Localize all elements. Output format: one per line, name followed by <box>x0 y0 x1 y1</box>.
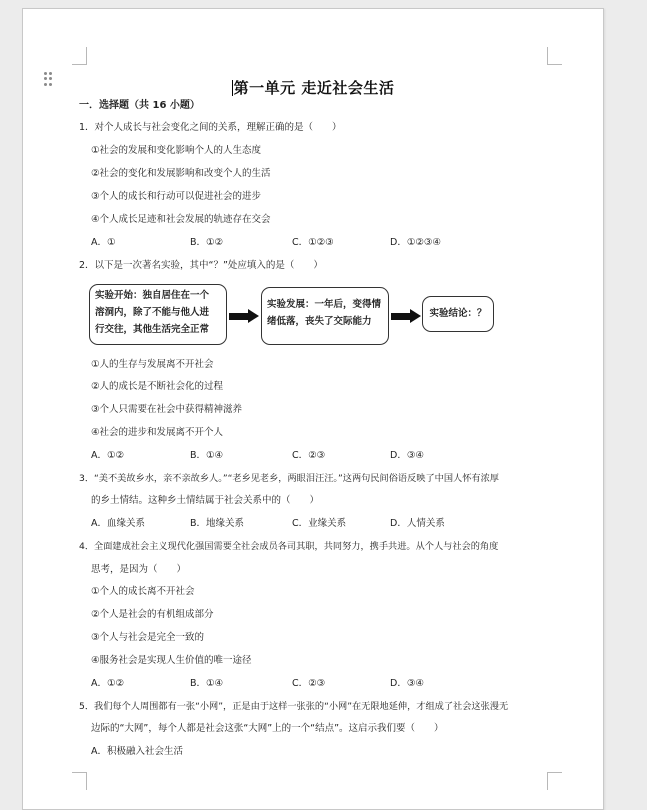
question-2-statement: ③个人只需要在社会中获得精神滋养 <box>91 404 243 415</box>
question-5-stem-continued: 边际的“大网”，每个人都是社会这张“大网”上的一个“结点”。这启示我们要（ ） <box>91 723 444 734</box>
option-a[interactable]: A．积极融入社会生活 <box>91 746 183 757</box>
question-5-stem: 5．我们每个人周围都有一张“小网”，正是由于这样一张张的“小网”在无限地延伸，才组成了社会这张漫无 <box>79 701 509 712</box>
option-c[interactable]: C．②③ <box>292 678 326 689</box>
question-1-statement: ①社会的发展和变化影响个人的人生态度 <box>91 145 262 156</box>
option-d[interactable]: D．③④ <box>390 678 424 689</box>
question-4-statement: ④服务社会是实现人生价值的唯一途径 <box>91 655 252 666</box>
question-2-statement: ②人的成长是不断社会化的过程 <box>91 381 224 392</box>
margin-corner-bottom-left <box>72 772 87 790</box>
question-3-stem: 3．“美不美故乡水，亲不亲故乡人。”“老乡见老乡，两眼泪汪汪。”这两句民间俗语反映了中国人怀有浓厚 <box>79 473 499 484</box>
question-2-statement: ④社会的进步和发展离不开个人 <box>91 427 224 438</box>
text-cursor <box>232 80 233 96</box>
question-2-statement: ①人的生存与发展离不开社会 <box>91 359 214 370</box>
option-b[interactable]: B．地缘关系 <box>190 518 245 529</box>
flowchart-box-development: 实验发展：一年后，变得情 绪低落，丧失了交际能力 <box>261 287 389 345</box>
question-1-stem: 1．对个人成长与社会变化之间的关系，理解正确的是（ ） <box>79 122 342 133</box>
option-b[interactable]: B．①④ <box>190 450 224 461</box>
question-1-statement: ③个人的成长和行动可以促进社会的进步 <box>91 191 262 202</box>
option-a[interactable]: A．血缘关系 <box>91 518 145 529</box>
margin-corner-top-right <box>547 47 562 65</box>
option-b[interactable]: B．①④ <box>190 678 224 689</box>
section-heading: 一．选择题（共 16 小题） <box>79 100 200 111</box>
question-4-stem: 4．全面建成社会主义现代化强国需要全社会成员各司其职，共同努力，携手共进。从个人与社会的角度 <box>79 541 499 552</box>
question-4-stem-continued: 思考，是因为（ ） <box>91 564 187 575</box>
question-4-statement: ①个人的成长离不开社会 <box>91 586 195 597</box>
document-page <box>22 8 604 810</box>
option-c[interactable]: C．业缘关系 <box>292 518 347 529</box>
question-4-statement: ②个人是社会的有机组成部分 <box>91 609 214 620</box>
option-d[interactable]: D．③④ <box>390 450 424 461</box>
question-1-statement: ②社会的变化和发展影响和改变个人的生活 <box>91 168 271 179</box>
question-1-statement: ④个人成长足迹和社会发展的轨迹存在交会 <box>91 214 271 225</box>
margin-corner-top-left <box>72 47 87 65</box>
page-title[interactable]: 第一单元 走近社会生活 <box>233 79 395 97</box>
option-c[interactable]: C．②③ <box>292 450 326 461</box>
flowchart-box-start: 实验开始：独自居住在一个 溶洞内，除了不能与他人进 行交往，其他生活完全正常 <box>89 284 227 345</box>
option-d[interactable]: D．人情关系 <box>390 518 445 529</box>
option-c[interactable]: C．①②③ <box>292 237 334 248</box>
question-3-stem-continued: 的乡土情结。这种乡土情结属于社会关系中的（ ） <box>91 495 320 506</box>
option-a[interactable]: A．①② <box>91 450 125 461</box>
option-d[interactable]: D．①②③④ <box>390 237 441 248</box>
option-a[interactable]: A．①② <box>91 678 125 689</box>
option-b[interactable]: B．①② <box>190 237 224 248</box>
option-a[interactable]: A．① <box>91 237 116 248</box>
question-4-statement: ③个人与社会是完全一致的 <box>91 632 205 643</box>
flowchart-box-conclusion: 实验结论：？ <box>422 296 494 332</box>
margin-corner-bottom-right <box>547 772 562 790</box>
question-2-stem: 2．以下是一次著名实验，其中“？”处应填入的是（ ） <box>79 260 323 271</box>
